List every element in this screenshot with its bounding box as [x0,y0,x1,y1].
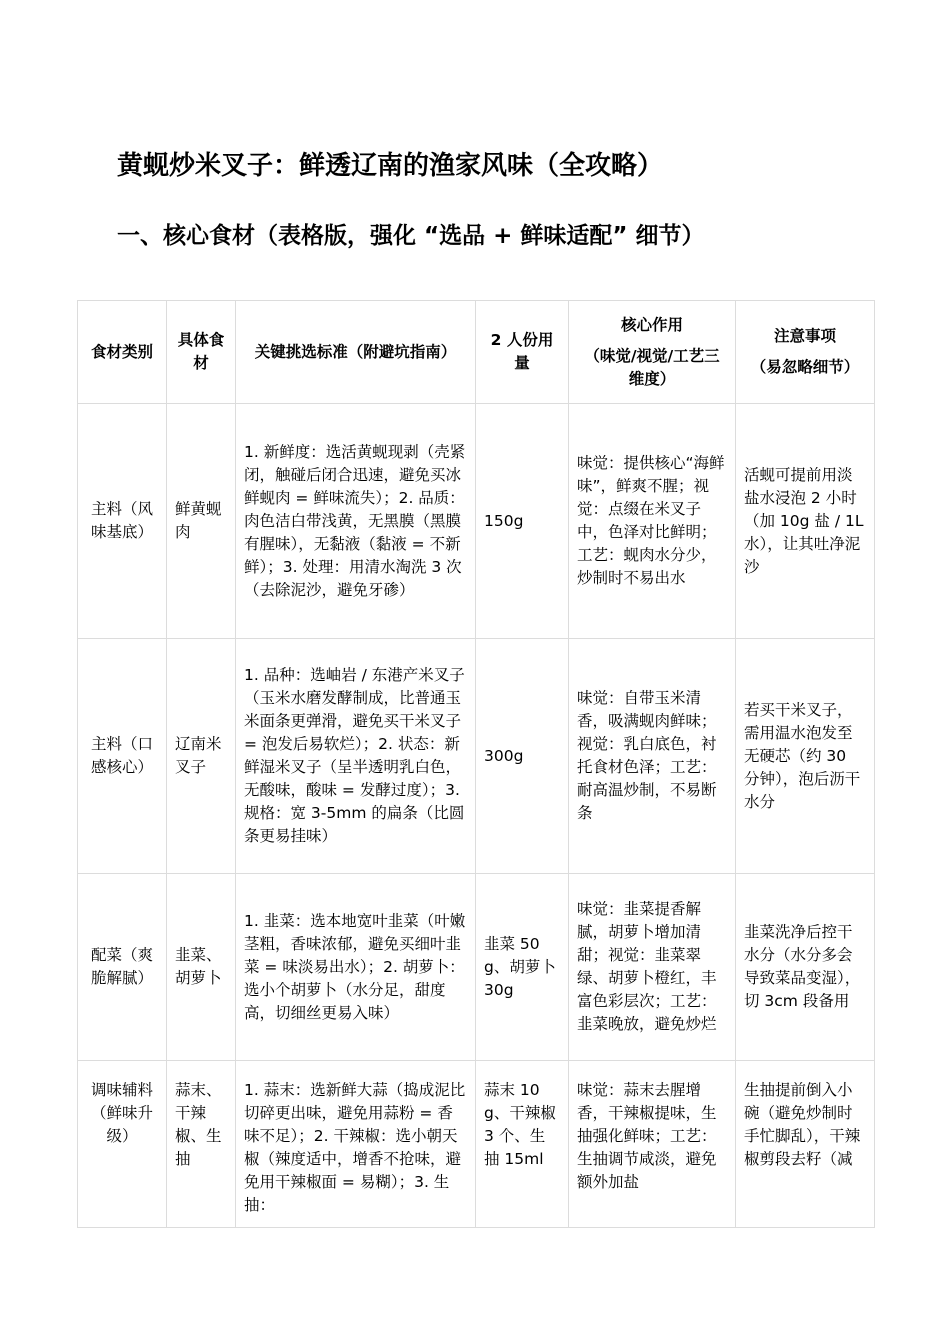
header-notes-subtitle: （易忽略细节） [750,358,860,376]
cell-criteria: 1. 新鲜度：选活黄蚬现剥（壳紧闭，触碰后闭合迅速，避免买冰鲜蚬肉 = 鲜味流失）；2. 品质：肉色洁白带浅黄，无黑膜（黑膜有腥味），无黏液（黏液 = 不新鲜）；3. 处理：用清水淘洗 3 次（去除泥沙，避免牙碜） [236,404,476,639]
header-notes-title: 注意事项 [773,327,836,345]
cell-role: 味觉：提供核心“海鲜味”，鲜爽不腥；视觉：点缀在米叉子中，色泽对比鲜明；工艺：蚬肉水分少，炒制时不易出水 [569,404,736,639]
header-role-subtitle: （味觉/视觉/工艺三维度） [584,346,720,388]
cell-amount: 韭菜 50g、胡萝卜 30g [476,874,569,1061]
cell-ingredient: 韭菜、胡萝卜 [167,874,236,1061]
cell-notes: 活蚬可提前用淡盐水浸泡 2 小时（加 10g 盐 / 1L 水），让其吐净泥沙 [736,404,875,639]
cell-amount: 300g [476,639,569,874]
cell-role: 味觉：自带玉米清香，吸满蚬肉鲜味；视觉：乳白底色，衬托食材色泽；工艺：耐高温炒制，不易断条 [569,639,736,874]
cell-category: 配菜（爽脆解腻） [78,874,167,1061]
cell-notes: 若买干米叉子，需用温水泡发至无硬芯（约 30 分钟），泡后沥干水分 [736,639,875,874]
cell-category: 主料（口感核心） [78,639,167,874]
cell-category: 调味辅料（鲜味升级） [78,1061,167,1228]
header-notes [736,301,875,404]
cell-criteria: 1. 品种：选岫岩 / 东港产米叉子（玉米水磨发酵制成，比普通玉米面条更弹滑，避免买干米叉子 = 泡发后易软烂）；2. 状态：新鲜湿米叉子（呈半透明乳白色，无酸味，酸味 = 发酵过度）；3. 规格：宽 3-5mm 的扁条（比圆条更易挂味） [236,639,476,874]
cell-notes: 韭菜洗净后控干水分（水分多会导致菜品变湿），切 3cm 段备用 [736,874,875,1061]
table-row [78,404,875,639]
cell-criteria: 1. 韭菜：选本地宽叶韭菜（叶嫩茎粗，香味浓郁，避免买细叶韭菜 = 味淡易出水）；2. 胡萝卜：选小个胡萝卜（水分足，甜度高，切细丝更易入味） [236,874,476,1061]
cell-amount: 150g [476,404,569,639]
header-role-title: 核心作用 [620,315,683,334]
cell-category: 主料（风味基底） [78,404,167,639]
section-heading: 一、核心食材（表格版，强化 “选品 + 鲜味适配” 细节） [117,223,705,249]
cell-role: 味觉：韭菜提香解腻，胡萝卜增加清甜；视觉：韭菜翠绿、胡萝卜橙红，丰富色彩层次；工艺：韭菜晚放，避免炒烂 [569,874,736,1061]
header-ingredient: 具体食材 [167,301,236,404]
ingredients-table [77,300,875,1228]
cell-amount: 蒜末 10g、干辣椒 3 个、生抽 15ml [476,1061,569,1228]
table-row [78,874,875,1061]
header-criteria: 关键挑选标准（附避坑指南） [236,301,476,404]
cell-role: 味觉：蒜末去腥增香，干辣椒提味，生抽强化鲜味；工艺：生抽调节咸淡，避免额外加盐 [569,1061,736,1228]
cell-ingredient: 辽南米叉子 [167,639,236,874]
table-row [78,1061,875,1228]
cell-notes: 生抽提前倒入小碗（避免炒制时手忙脚乱），干辣椒剪段去籽（减 [736,1061,875,1228]
cell-criteria: 1. 蒜末：选新鲜大蒜（捣成泥比切碎更出味，避免用蒜粉 = 香味不足）；2. 干辣椒：选小朝天椒（辣度适中，增香不抢味，避免用干辣椒面 = 易糊）；3. 生抽： [236,1061,476,1228]
table-header-row [78,301,875,404]
header-role [569,301,736,404]
cell-ingredient: 蒜末、干辣椒、生抽 [167,1061,236,1228]
table-row [78,639,875,874]
cell-ingredient: 鲜黄蚬肉 [167,404,236,639]
header-category: 食材类别 [78,301,167,404]
header-amount: 2 人份用量 [476,301,569,404]
document-title: 黄蚬炒米叉子：鲜透辽南的渔家风味（全攻略） [117,151,664,181]
